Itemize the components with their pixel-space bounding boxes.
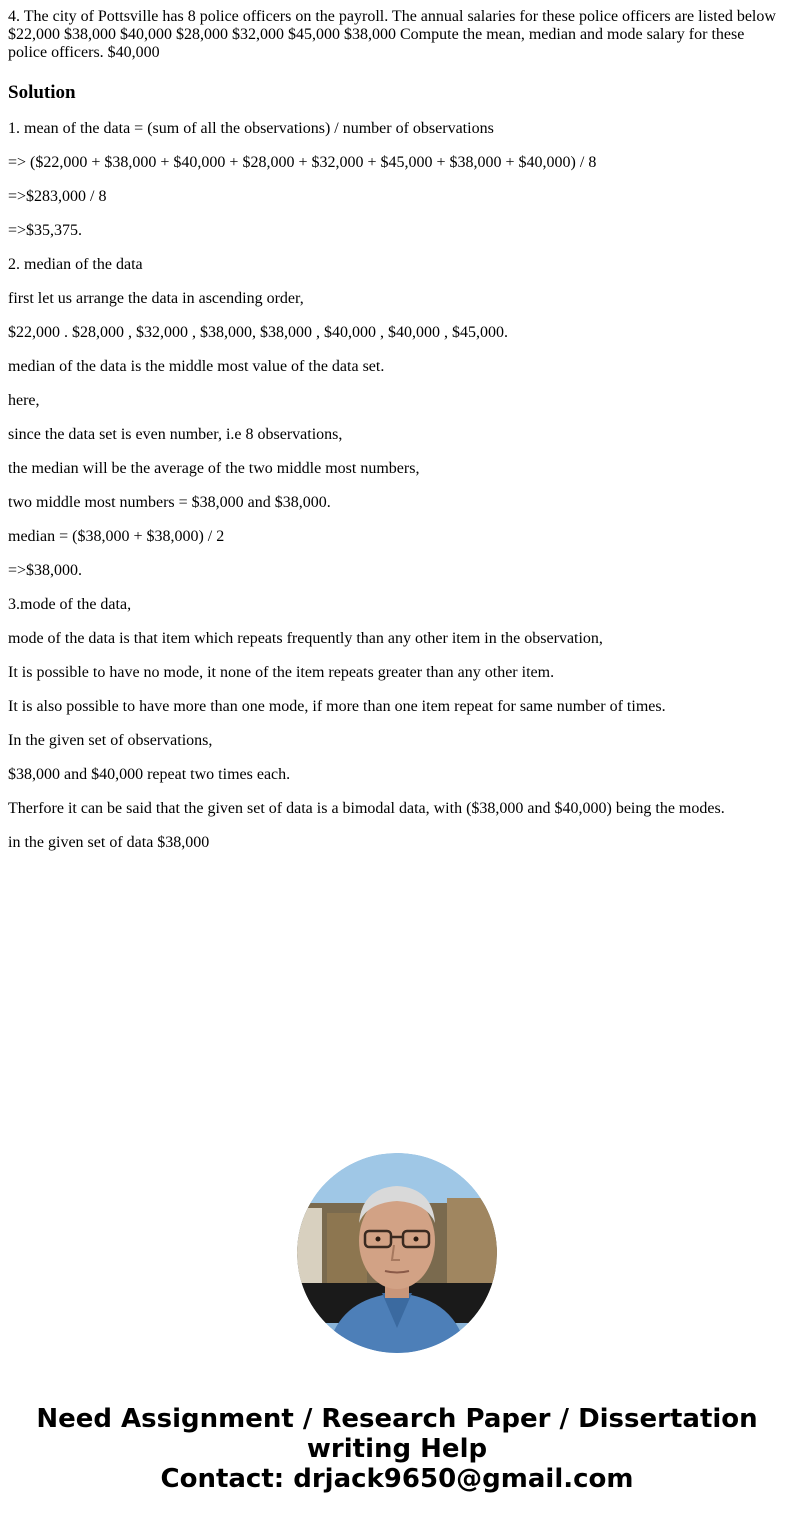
document-body: [8, 8, 786, 868]
solution-line: It is also possible to have more than one mode, if more than one item repeat for same number of times.: [8, 698, 666, 715]
solution-line: Therfore it can be said that the given set of data is a bimodal data, with ($38,000 and $40,000) being the modes.: [8, 800, 725, 817]
solution-line: here,: [8, 392, 40, 409]
solution-heading: Solution: [8, 82, 76, 103]
solution-line: It is possible to have no mode, it none of the item repeats greater than any other item.: [8, 664, 555, 681]
solution-line: =>$35,375.: [8, 222, 83, 239]
footer-line-2: writing Help: [306, 1434, 488, 1464]
solution-line: $38,000 and $40,000 repeat two times each.: [8, 766, 291, 783]
footer-line-1: Need Assignment / Research Paper / Dissertation: [36, 1404, 758, 1434]
solution-line: since the data set is even number, i.e 8 observations,: [8, 426, 343, 443]
solution-line: 1. mean of the data = (sum of all the observations) / number of observations: [8, 120, 494, 137]
avatar-photo: [297, 1153, 497, 1353]
solution-line: =>$283,000 / 8: [8, 188, 107, 205]
solution-line: In the given set of observations,: [8, 732, 213, 749]
solution-line: mode of the data is that item which repeats frequently than any other item in the observation,: [8, 630, 603, 647]
solution-line: =>$38,000.: [8, 562, 83, 579]
question-text: 4. The city of Pottsville has 8 police officers on the payroll. The annual salaries for these police officers are listed below $22,000 $38,000 $40,000 $28,000 $32,000 $45,000 $38,000 Compute the mean, median and mode salary for these police officers. $40,000: [8, 8, 776, 61]
solution-line: the median will be the average of the two middle most numbers,: [8, 460, 420, 477]
solution-line: $22,000 . $28,000 , $32,000 , $38,000, $38,000 , $40,000 , $40,000 , $45,000.: [8, 324, 508, 341]
solution-line: 3.mode of the data,: [8, 596, 132, 613]
avatar: [297, 1153, 497, 1353]
solution-line: median = ($38,000 + $38,000) / 2: [8, 528, 225, 545]
solution-line: in the given set of data $38,000: [8, 834, 210, 851]
solution-line: median of the data is the middle most value of the data set.: [8, 358, 385, 375]
solution-line: 2. median of the data: [8, 256, 143, 273]
solution-line: first let us arrange the data in ascending order,: [8, 290, 304, 307]
solution-line: two middle most numbers = $38,000 and $38,000.: [8, 494, 331, 511]
solution-line: => ($22,000 + $38,000 + $40,000 + $28,000 + $32,000 + $45,000 + $38,000 + $40,000) / 8: [8, 154, 597, 171]
footer-banner: [0, 1404, 794, 1494]
footer-contact: Contact: drjack9650@gmail.com: [160, 1464, 634, 1494]
